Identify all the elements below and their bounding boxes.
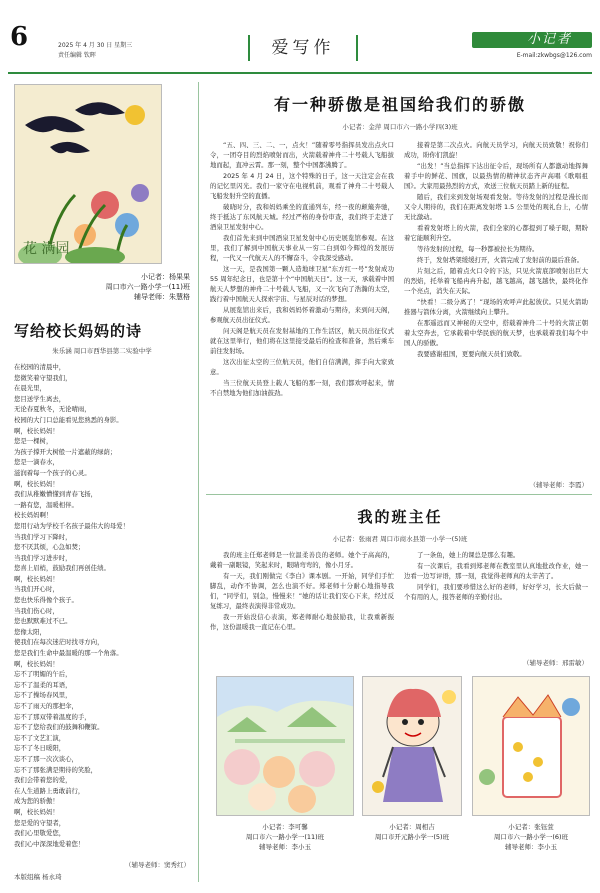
artwork-2-credit-class: 周口市开元路小学一(5)班 [374, 833, 450, 841]
article1-paragraph: 我要感谢祖国，更要向航天员们致敬。 [417, 350, 526, 358]
page-number: 6 [10, 22, 29, 52]
poem-line: 啊，校长妈妈！ [14, 574, 59, 583]
article1-paragraph: “快看！二级分离了！”现场的欢呼声此起彼伏。只见火箭助推器与箭体分离，火箭继续向上攀升。 [404, 298, 588, 316]
article1-paragraph: 随后，我们来到发射场观看发射。等待发射的过程是漫长而又令人期待的，我们在距离发射塔 1.5 公里处的观礼台上，心情无比激动。 [404, 193, 588, 221]
article1-column-2 [404, 140, 588, 360]
article1-title: 有一种骄傲是祖国给我们的骄傲 [273, 95, 526, 114]
poem-line: 无论春夏秋冬，无论晴雨， [14, 405, 91, 414]
responsible-editor: 责任编辑 钦晖 [58, 52, 96, 59]
article1-paragraph: 问天阁是航天员在发射基地的工作生活区，航天员出征仪式就在这里举行，他们将在这里接受最后的检查和准备，然后乘车前往发射场。 [210, 327, 394, 355]
poem-line: 我们会带着您的爱， [14, 776, 72, 785]
painting-credit-name: 小记者：杨果果 [141, 273, 190, 281]
poem-line: 啊，校长妈妈！ [14, 426, 59, 435]
poem-line: 一路有您，温暖相伴。 [14, 500, 78, 509]
painting-credit-class: 周口市六一路小学一(11)班 [105, 283, 190, 291]
poem-line: 我们心中深深地爱着您！ [14, 839, 85, 848]
header-rule [8, 72, 592, 74]
article1-column-1 [210, 140, 394, 399]
poem-line: 在晨光里， [14, 384, 46, 393]
artwork-1-credit-teacher: 辅导老师：李小玉 [259, 843, 311, 851]
poem-line: 忘不了温柔的耳语， [14, 680, 72, 689]
poem-body [14, 362, 190, 849]
poem-line: 您也快乐得像个孩子。 [14, 596, 78, 605]
artwork-2-credit-name: 小记者：周相吉 [389, 823, 435, 831]
article1-paragraph: 接着是第二次点火。向航天员学习，向航天员致敬！祝你们成功，盼你们凯旋！ [404, 141, 588, 159]
article1-paragraph: 这次出征太空的三位航天员，他们自信满满，挥手向大家致意。 [210, 358, 394, 376]
article2-author: 小记者：张雨君 周口市商水县第一小学一(5)班 [332, 535, 468, 543]
article1-paragraph: 等待发射的过程，每一秒都被拉长为期待。 [417, 245, 539, 253]
poem-line: 啊，校长妈妈！ [14, 659, 59, 668]
poem-line: 您微笑着守望我们， [14, 373, 72, 382]
article1-paragraph: “出发！”当总指挥下达出征令后，现场所有人都激动地挥舞着手中的鲜花、国旗，以最热情的精神状态齐声高唱《歌唱祖国》。大家用最热烈的方式，欢送三位航天员踏上新的征程。 [404, 162, 588, 190]
article1-paragraph: 2025 年 4 月 24 日，这个特殊的日子，这一天注定会在我的记忆里闪光。我们一家守在电视机前，观看了神舟二十号载人飞船发射升空的直播。 [210, 172, 394, 200]
poem-line: 您也默默难过不已。 [14, 617, 72, 626]
column-title-box [248, 35, 358, 61]
poem-line: 当我们伤心时， [14, 606, 59, 615]
article2-paragraph: 同学们，我们要珍惜这么好的老师，好好学习，长大后做一个有用的人，报答老师的辛勤付出。 [404, 583, 588, 601]
article2-paragraph: 了一条鱼，她上的课总是那么有趣。 [417, 551, 520, 559]
poem-line: 忘不了冬日暖阳， [14, 744, 66, 753]
poem-line: 忘不了那张满是期待的笑脸， [14, 765, 98, 774]
article1-paragraph: 在那遥远而又神秘的天空中，搭载着神舟二十号的火箭正朝着太空奔去，它承载着中华民族的航天梦，也承载着我们每个中国人的骄傲。 [404, 319, 588, 347]
contact-email: E-mail:zkwbgs@126.com [516, 52, 592, 59]
poem-line: 您是爱的守望者， [14, 818, 66, 827]
article1-paragraph: 终于，发射塔架缓缓打开，火箭完成了发射前的最后准备。 [417, 256, 584, 264]
poem-line: 我们心里敬爱您， [14, 829, 66, 838]
poem-line: 忘不了雨天的那把伞， [14, 702, 78, 710]
poem-line: 您喜上眉梢，鼓励我们再创佳绩。 [14, 564, 110, 573]
poem-line: 您是一棵树， [14, 437, 53, 446]
artwork-2 [362, 676, 462, 816]
artwork-1-credit-class: 周口市六一路小学一(11)班 [245, 833, 325, 841]
artwork-2-credit [354, 822, 470, 842]
poem-line: 成为您的骄傲！ [14, 797, 59, 806]
poem-line: 在校园的清晨中， [14, 363, 66, 371]
poem-line: 我们从稚嫩懵懂到青春飞扬， [14, 490, 98, 499]
column-divider [198, 82, 199, 882]
article2-title: 我的班主任 [357, 508, 443, 526]
article2-column-2 [404, 550, 588, 603]
article1-paragraph: 这一天，是我国第一颗人造地球卫星“东方红一号”发射成功 55 周年纪念日，也是第十个“中国航天日”。这一天，承载着中国航天人梦想的神舟二十号载人飞船，又一次飞向了浩瀚的太空，践行着中国航天人探索宇宙、与星辰对话的梦想。 [210, 265, 394, 303]
artwork-1-credit [216, 822, 354, 852]
artwork-3 [472, 676, 590, 816]
painting-credit-teacher: 辅导老师：朱慧格 [134, 293, 190, 301]
artwork-2-illustration [363, 677, 462, 816]
article1-paragraph: 看着发射塔上的火箭，我们全家的心都提到了嗓子眼，期盼着它能顺利升空。 [404, 224, 588, 242]
poem-line: 忘不了那双带着温度的手， [14, 712, 91, 721]
poem-line: 校长妈妈啊！ [14, 511, 53, 520]
artwork-1-credit-name: 小记者：李可馨 [262, 823, 308, 831]
article1-paragraph: 当三位航天员登上载人飞船的那一刻，我们都欢呼起来，情不自禁地为他们加油鼓劲。 [210, 379, 394, 397]
painting-flowers-garden [14, 84, 162, 264]
article2-paragraph: 我的班主任郑老师是一位温柔善良的老师。她个子高高的，戴着一副眼镜，笑起来时，眼睛弯弯的，像小月牙。 [210, 551, 394, 569]
svg-text:花 满园: 花 满园 [23, 241, 70, 257]
poem-line: 忘不了操场春风里， [14, 691, 72, 700]
poem-line: 滋润着每一个孩子的心灵。 [14, 468, 91, 477]
article2-paragraph: 我一开始没信心表演，郑老师耐心地鼓励我，让我重新振作，这份温暖我一直记在心里。 [210, 613, 394, 631]
poem-line: 当我们学习下降时， [14, 532, 72, 541]
article2-paragraph: 有一天，我们刚做完《李白》课本剧。一开始，同学们手忙脚乱，动作不协调，怎么也演不好。郑老师十分耐心地指导我们，“同学们，别急，慢慢来！”她的话让我们安心下来，经过反复练习，最终表演得非常成功。 [210, 572, 394, 610]
article1-paragraph: 我们首先来到中国酒泉卫星发射中心历史展览馆参观。在这里，我们了解到中国航天事业从一穷二白到如今辉煌的发展历程，一代又一代航天人的不懈奋斗，令我深受感动。 [210, 234, 394, 262]
artwork-3-credit-teacher: 辅导老师：李小玉 [505, 843, 557, 851]
poem-line: 忘不了文艺汇演， [14, 733, 66, 742]
article1-paragraph: 破晓时分，我和妈妈乘坐的直通列车，经一夜的颠簸奔驰，终于抵达了东风航天城。经过严格的身份审查，我们终于走进了酒泉卫星发射中心。 [210, 203, 394, 231]
article2-paragraph: 有一次课后，我看到郑老师在教室里认真地批改作业，她一边看一边写评语，那一刻，我觉得老师真的太辛苦了。 [404, 562, 588, 580]
poem-line: 您像太阳， [14, 627, 46, 636]
poem-line: 您用行动为学校千名孩子最伟大的母爱！ [14, 521, 130, 530]
poem-line: 啊，校长妈妈！ [14, 479, 59, 488]
poem-teacher: （辅导老师：窦秀红） [125, 861, 190, 869]
article2-column-1 [210, 550, 394, 633]
poem-line: 当我们开心时， [14, 585, 59, 594]
artwork-1 [216, 676, 354, 816]
artwork-3-illustration [473, 677, 590, 816]
poem-line: 忘不了您给我们的鼓舞和鞭策。 [14, 723, 104, 732]
column-title: 爱写作 [271, 38, 335, 58]
poem-line: 您是我们生命中最温暖的那一个角落。 [14, 649, 123, 658]
brand-logo: 小记者 [526, 32, 572, 47]
issue-date: 2025 年 4 月 30 日 星期三 [58, 42, 133, 49]
section-rule [206, 494, 592, 495]
painting-credit [50, 272, 190, 302]
poem-line: 您不厌其烦，心急如焚； [14, 543, 85, 552]
poem-line: 忘不了明媚的午后， [14, 670, 72, 679]
poem-line: 啊，校长妈妈！ [14, 807, 59, 816]
poem-title: 写给校长妈妈的诗 [14, 322, 143, 340]
article1-teacher: （辅导老师：李霞） [529, 481, 588, 489]
poem-line: 校园的大门口总能看见您熟悉的身影。 [14, 415, 123, 424]
page-footer: 本版组稿 杨永琦 [14, 873, 62, 881]
poem-author: 朱乐涵 周口市西华县第二实验中学 [52, 347, 152, 355]
article1-paragraph: 从展览馆出来后，我和妈妈怀着激动与期待，来到问天阁，参观航天员出征仪式。 [210, 306, 394, 324]
poem-line: 您目送学生离去， [14, 394, 66, 403]
poem-line: 您是一滴春水， [14, 458, 59, 467]
poem-line: 当我们学习进步时， [14, 553, 72, 562]
artwork-3-credit-class: 周口市六一路小学一(6)班 [493, 833, 569, 841]
poem-line: 在人生道路上勇敢前行， [14, 786, 85, 795]
article1-author: 小记者：金萍 周口市六一路小学四(3)班 [342, 123, 458, 131]
article1-paragraph: 片刻之后，随着点火口令的下达，只见火箭底部喷射出巨大的烈焰，托举着飞船冉冉升起，越飞越高，越飞越快，最终化作一个亮点，消失在天际。 [404, 267, 588, 295]
artwork-1-illustration [217, 677, 354, 816]
poem-line: 为孩子撑开大树般一片遮蔽的绿荫； [14, 447, 117, 456]
article1-paragraph: “五、四、三、二、一，点火！”随着零号指挥员发出点火口令，一团夺目的烈焰喷射而出，火箭载着神舟二十号载人飞船拔地而起，直冲云霄。那一刻，整个中国都沸腾了。 [210, 141, 394, 169]
poem-line: 使我们在每次迷茫时找寻方向， [14, 638, 104, 647]
artwork-3-credit-name: 小记者：张钰萱 [508, 823, 554, 831]
artwork-3-credit [468, 822, 594, 852]
article2-teacher: （辅导老师：邢雷敏） [523, 659, 588, 667]
poem-line: 忘不了那一次次谈心， [14, 754, 78, 763]
painting-illustration [15, 85, 162, 264]
